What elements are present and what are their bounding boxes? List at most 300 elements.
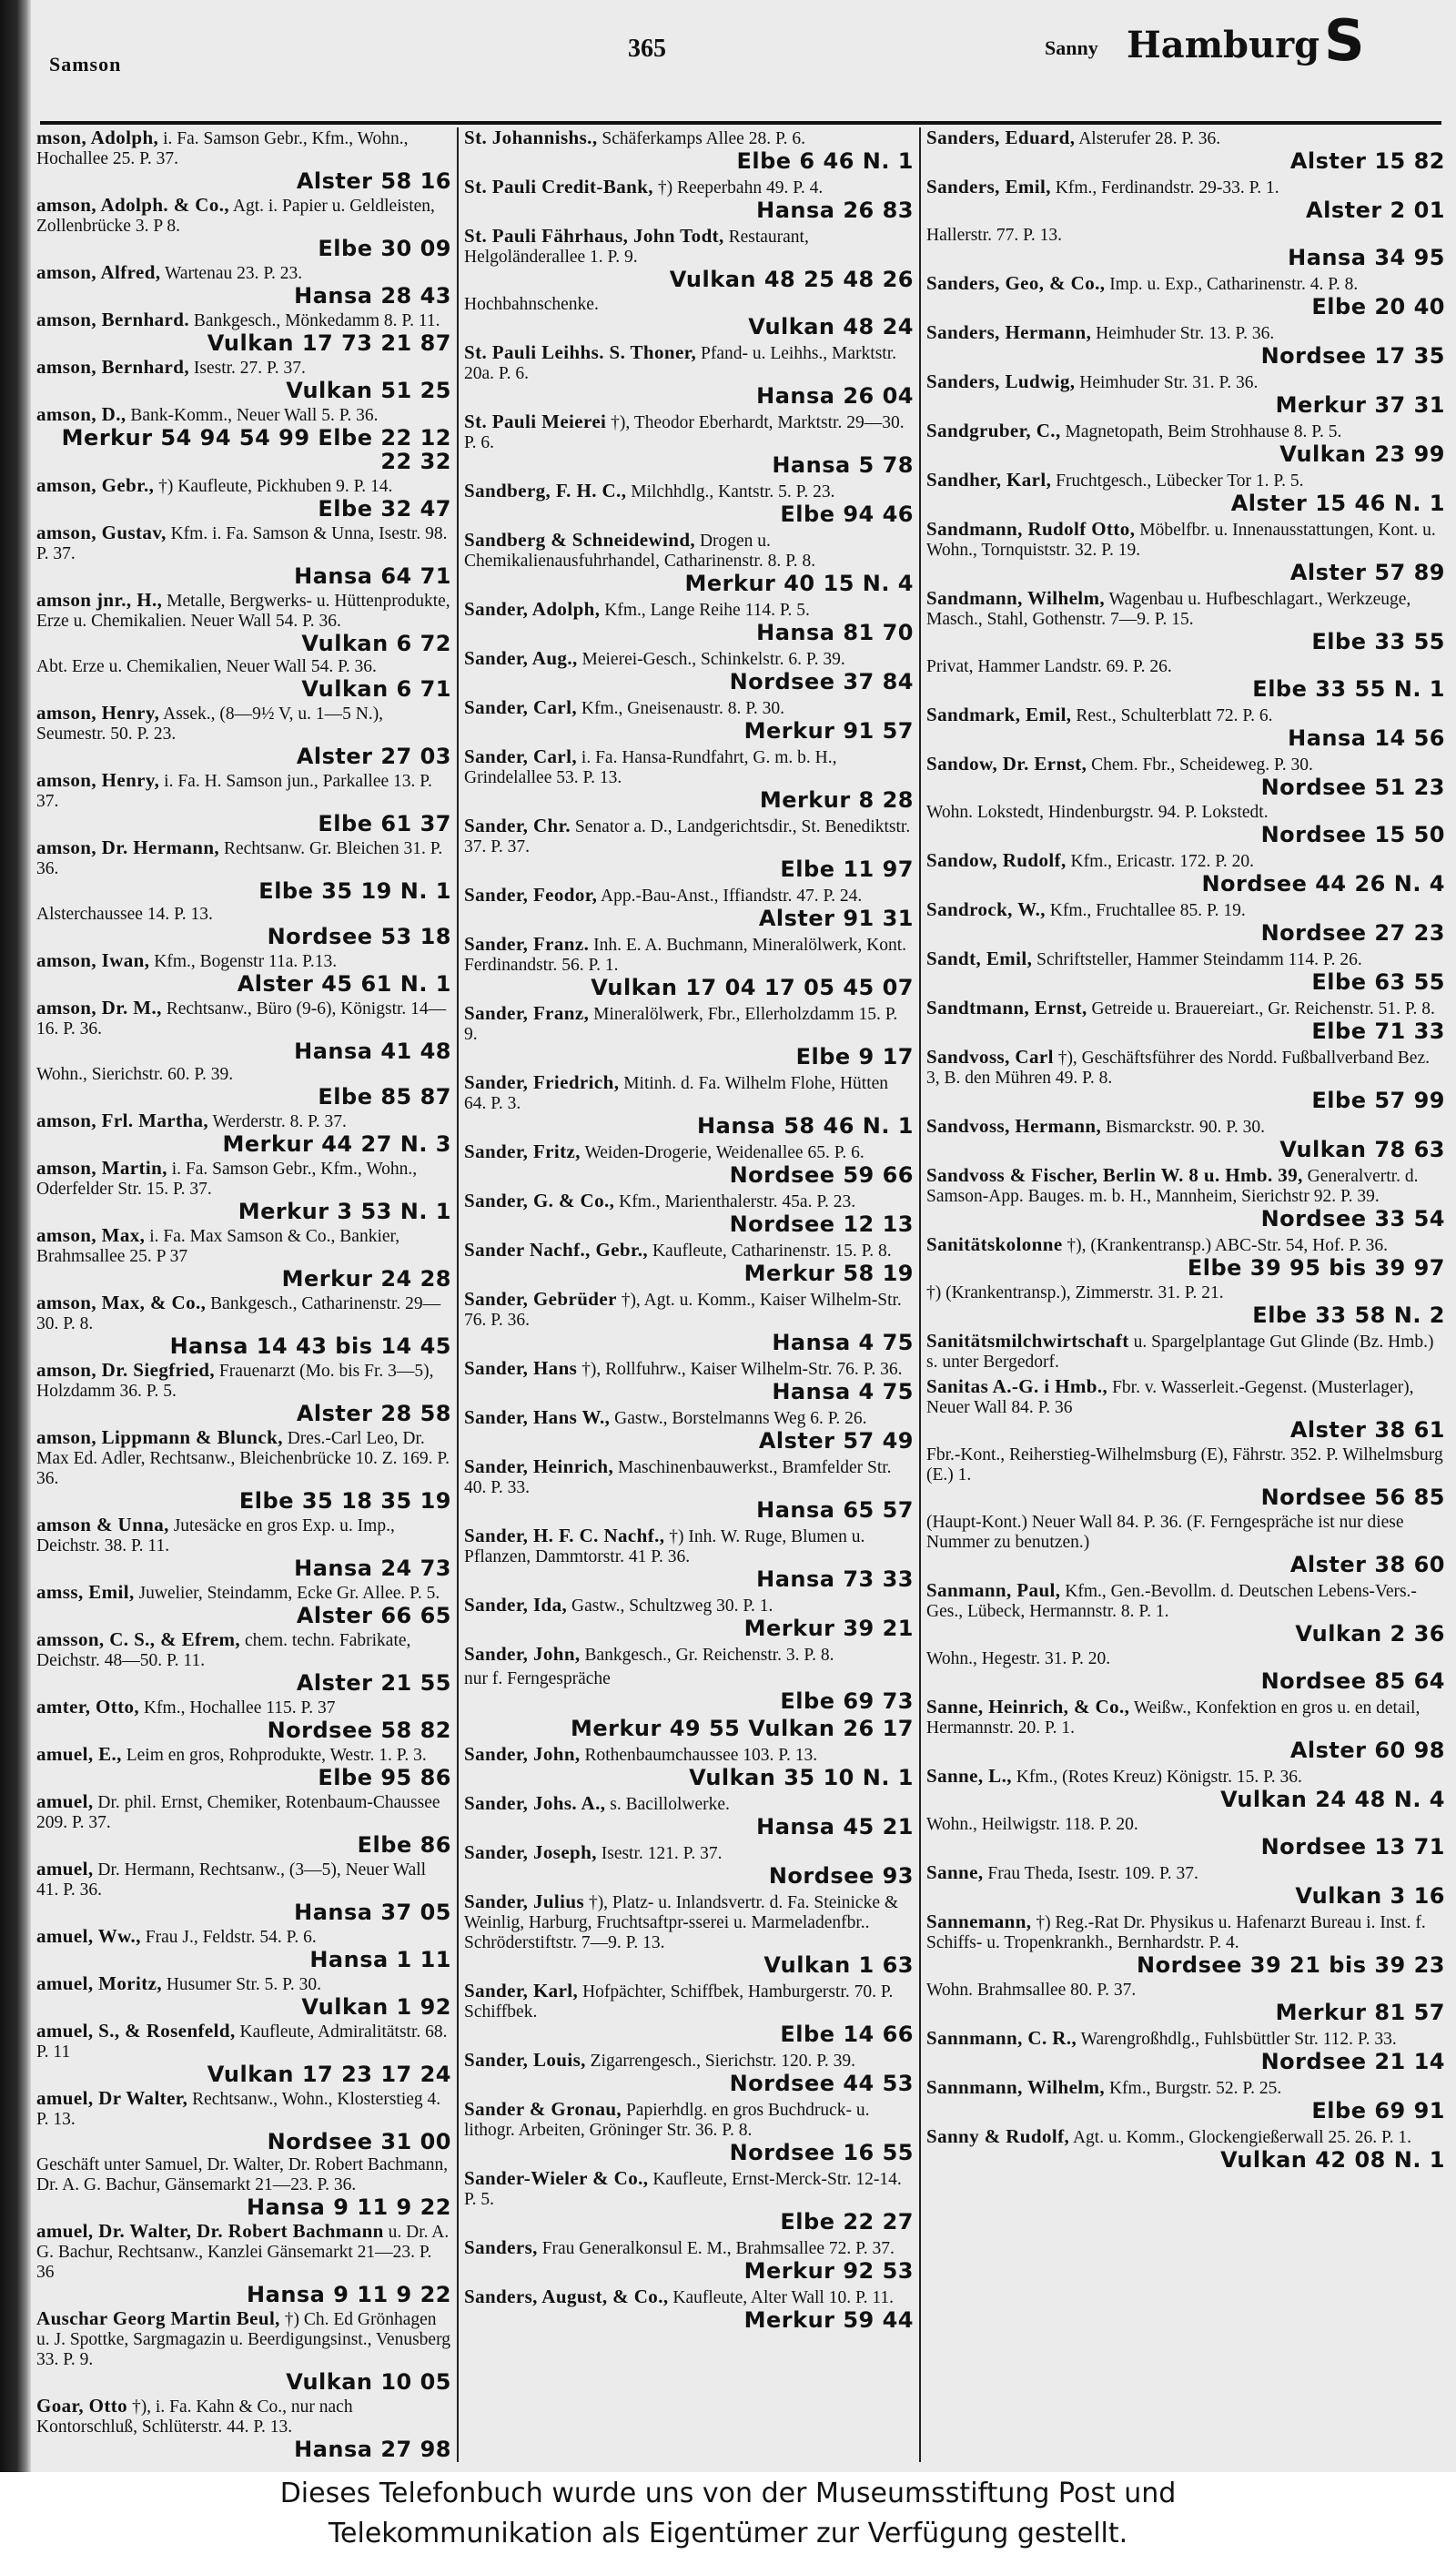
entry-name: Sander, Friedrich, <box>464 1071 620 1093</box>
entry-phone: Alster 45 61 N. 1 <box>237 971 451 997</box>
entry-phone: Nordsee 56 85 <box>1260 1485 1445 1510</box>
entry-name: Sander, Adolph, <box>464 598 601 620</box>
listing-entry <box>926 1766 1445 1811</box>
entry-name: Sandow, Dr. Ernst, <box>926 753 1087 775</box>
entry-phone: Hansa 28 43 <box>294 283 451 309</box>
listing-entry <box>926 1376 1445 1442</box>
listing-entry <box>926 850 1445 896</box>
entry-name: St. Johannishs., <box>464 127 598 148</box>
entry-name: Sanders, Ludwig, <box>926 370 1076 392</box>
entry-name: Sannmann, C. R., <box>926 2027 1077 2049</box>
listing-entry <box>464 1240 914 1285</box>
listing-entry <box>36 590 451 655</box>
entry-name: Sander, John, <box>464 1743 581 1765</box>
entry-phone: Elbe 35 18 35 19 <box>238 1488 451 1514</box>
entry-phone: Merkur 37 31 <box>1275 392 1445 418</box>
entry-details: Wagenbau u. Hufbeschlagart., Werkzeuge, Masch., Stahl, Gothenstr. 7—9. P. 15. <box>926 590 1411 629</box>
entry-name: Sandtmann, Ernst, <box>926 997 1087 1019</box>
entry-phone: Vulkan 48 25 48 26 <box>669 267 914 292</box>
entry-phone: Elbe 33 55 <box>1311 629 1445 654</box>
entry-name: amuel, Dr. Walter, Dr. Robert Bachmann <box>36 2220 384 2242</box>
listing-entry <box>926 1649 1445 1693</box>
entry-details: Frauenarzt (Mo. bis Fr. 3—5), Holzdamm 36. P. 5. <box>36 1362 434 1401</box>
entry-phone: Elbe 57 99 <box>1311 1088 1445 1113</box>
entry-details: Fbr. v. Wasserleit.-Gegenst. (Musterlager), Neuer Wall 84. P. 36 <box>926 1378 1414 1417</box>
entry-details: Mineralölwerk, Fbr., Ellerholzdamm 15. P. 9. <box>464 1005 898 1044</box>
entry-name: Sander, Louis, <box>464 2049 586 2071</box>
listing-entry <box>926 1116 1445 1161</box>
listing-entry <box>464 2237 914 2283</box>
listing-entry <box>926 1165 1445 1231</box>
entry-phone: Elbe 35 19 N. 1 <box>258 878 451 904</box>
entry-phone: Nordsee 21 14 <box>1260 2049 1445 2074</box>
entry-name: amson, Frl. Martha, <box>36 1110 208 1131</box>
entry-name: Sanitätsmilchwirtschaft <box>926 1330 1129 1352</box>
entry-details: Kaufleute, Alter Wall 10. P. 11. <box>672 2288 895 2307</box>
entry-name: Auschar Georg Martin Beul, <box>36 2307 280 2329</box>
entry-phone: Elbe 11 97 <box>780 856 914 882</box>
entry-phone: Elbe 22 27 <box>780 2209 914 2235</box>
listing-entry <box>926 588 1445 654</box>
entry-details: i. Fa. Max Samson & Co., Bankier, Brahmsallee 25. P 37 <box>36 1227 400 1266</box>
entry-name: amson, Alfred, <box>36 261 161 283</box>
entry-name: Sander, Franz, <box>464 1002 590 1024</box>
entry-phone: Hansa 1 11 <box>309 1947 451 1972</box>
listing-entry <box>36 1065 451 1109</box>
entry-details: Hochbahnschenke. <box>464 295 599 314</box>
listing-entry <box>926 1331 1445 1373</box>
entry-details: App.-Bau-Anst., Iffiandstr. 47. P. 24. <box>601 887 863 906</box>
page-number: 365 <box>628 35 666 63</box>
listing-entry <box>464 746 914 812</box>
entry-phone: Nordsee 37 84 <box>729 669 914 694</box>
listing-entry <box>464 1842 914 1888</box>
entry-details: Agt. i. Papier u. Geldleisten, Zollenbrücke 3. P 8. <box>36 197 435 236</box>
entry-phone: Vulkan 3 16 <box>1295 1883 1445 1909</box>
entry-name: Sanny & Rudolf, <box>926 2125 1070 2147</box>
entry-details: u. Spargelplantage Gut Glinde (Bz. Hmb.) s. unter Bergedorf. <box>926 1333 1434 1372</box>
listing-entry <box>926 273 1445 319</box>
entry-phone: Elbe 85 87 <box>318 1084 451 1110</box>
listing-entry <box>464 1525 914 1591</box>
listing-entry <box>464 885 914 930</box>
listing-entry <box>36 475 451 521</box>
listing-entry <box>36 1515 451 1580</box>
entry-details: Frau Generalkonsul E. M., Brahmsallee 72. P. 37. <box>541 2239 895 2258</box>
entry-details: Pfand- u. Leihhs., Marktstr. 20a. P. 6. <box>464 344 897 383</box>
entry-details: Privat, Hammer Landstr. 69. P. 26. <box>926 657 1172 676</box>
entry-details: Wohn. Brahmsallee 80. P. 37. <box>926 1981 1137 2000</box>
listing-entry <box>926 803 1445 846</box>
entry-name: amson, Lippmann & Blunck, <box>36 1426 283 1448</box>
entry-name: amson, Bernhard. <box>36 309 190 330</box>
entry-phone: Vulkan 42 08 N. 1 <box>1220 2147 1445 2173</box>
entry-name: Sander, Ida, <box>464 1594 568 1616</box>
entry-details: Imp. u. Exp., Catharinenstr. 4. P. 8. <box>1109 275 1359 294</box>
entry-name: Sander, Joseph, <box>464 1841 597 1863</box>
entry-phone: Nordsee 33 54 <box>1260 1206 1445 1231</box>
entry-phone: Nordsee 15 50 <box>1260 822 1445 847</box>
entry-name: St. Pauli Credit-Bank, <box>464 176 653 198</box>
footer-notice <box>0 2472 1456 2554</box>
entry-details: Isestr. 27. P. 37. <box>193 359 306 378</box>
listing-entry <box>36 522 451 588</box>
entry-phone: Merkur 59 44 <box>743 2307 914 2333</box>
entry-details: Assek., (8—9½ V, u. 1—5 N.), Seumestr. 50. P. 23. <box>36 704 384 744</box>
entry-details: Kaufleute, Ernst-Merck-Str. 12-14. P. 5. <box>464 2170 902 2209</box>
listing-entry <box>36 1859 451 1924</box>
entry-phone: Nordsee 58 82 <box>267 1718 451 1743</box>
footer-line-2: Telekommunikation als Eigentümer zur Verfügung gestellt. <box>328 2518 1128 2549</box>
listing-entry <box>464 1191 914 1236</box>
entry-details: Husumer Str. 5. P. 30. <box>166 1975 321 1994</box>
entry-phone: Elbe 39 95 bis 39 97 <box>1187 1255 1445 1281</box>
listing-entry <box>36 127 451 193</box>
listing-entry <box>464 1981 914 2046</box>
entry-details: †), i. Fa. Kahn & Co., nur nach Kontorschluß, Schlüterstr. 44. P. 13. <box>36 2397 353 2437</box>
entry-details: Schriftsteller, Hammer Steindamm 114. P. 26. <box>1036 950 1362 969</box>
entry-details: Getreide u. Brauereiart., Gr. Reichenstr. 51. P. 8. <box>1091 999 1435 1019</box>
listing-entry <box>36 1360 451 1425</box>
entry-details: Wohn., Sierichstr. 60. P. 39. <box>36 1065 234 1084</box>
entry-phone: Elbe 6 46 N. 1 <box>736 148 914 174</box>
listing-entry <box>36 2088 451 2154</box>
entry-phone: Nordsee 17 35 <box>1260 343 1445 369</box>
entry-name: amss, Emil, <box>36 1581 135 1603</box>
entry-phone: Vulkan 23 99 <box>1279 441 1445 467</box>
entry-phone: Elbe 14 66 <box>780 2022 914 2047</box>
entry-phone: Vulkan 24 48 N. 4 <box>1220 1787 1445 1812</box>
listing-column-2 <box>464 127 914 2458</box>
listing-entry <box>926 1862 1445 1908</box>
entry-name: Sander-Wieler & Co., <box>464 2167 649 2189</box>
listing-entry <box>464 1358 914 1404</box>
entry-name: Sander, Aug., <box>464 647 578 669</box>
entry-name: Sannmann, Wilhelm, <box>926 2076 1106 2098</box>
entry-name: Sanitas A.-G. i Hmb., <box>926 1375 1108 1397</box>
listing-entry <box>36 1744 451 1789</box>
entry-name: St. Pauli Leihhs. S. Thoner, <box>464 341 697 363</box>
entry-name: Sanders, August, & Co., <box>464 2285 669 2307</box>
entry-details: Kfm., Fruchtallee 85. P. 19. <box>1049 901 1246 920</box>
entry-name: Sanders, Hermann, <box>926 321 1092 343</box>
entry-details: Heimhuder Str. 13. P. 36. <box>1096 324 1275 343</box>
entry-phone: Hansa 65 57 <box>756 1497 914 1523</box>
entry-details: †) Kaufleute, Pickhuben 9. P. 14. <box>158 477 393 496</box>
entry-phone: Vulkan 17 73 21 87 <box>207 330 451 356</box>
entry-name: amson, Henry, <box>36 769 160 791</box>
listing-entry <box>926 1697 1445 1762</box>
listing-entry <box>464 481 914 526</box>
entry-phone: Alster 58 16 <box>296 168 451 194</box>
entry-phone: Nordsee 51 23 <box>1260 775 1445 800</box>
entry-details: Frau J., Feldstr. 54. P. 6. <box>145 1928 317 1947</box>
entry-phone: Merkur 24 28 <box>281 1266 451 1292</box>
entry-name: Sandmann, Wilhelm, <box>926 587 1106 609</box>
entry-phone: Vulkan 48 24 <box>748 314 914 340</box>
entry-phone: Alster 66 65 <box>296 1603 451 1628</box>
entry-name: Sanne, <box>926 1861 984 1883</box>
entry-phone: Alster 91 31 <box>758 906 914 931</box>
entry-name: amuel, <box>36 1858 94 1880</box>
listing-entry <box>464 697 914 743</box>
entry-phone: Vulkan 6 72 <box>301 631 451 656</box>
entry-phone: Nordsee 44 26 N. 4 <box>1201 871 1445 897</box>
entry-phone: Hansa 73 33 <box>756 1566 914 1592</box>
listing-entry <box>36 2021 451 2086</box>
listing-entry <box>464 1289 914 1354</box>
entry-details: nur f. Ferngespräche <box>464 1669 611 1688</box>
entry-name: Sander, Johs. A., <box>464 1792 606 1814</box>
listing-entry <box>926 322 1445 368</box>
entry-phone: Vulkan 35 10 N. 1 <box>689 1765 914 1790</box>
listing-entry <box>926 1283 1445 1327</box>
entry-name: amson jnr., H., <box>36 589 163 611</box>
listing-entry <box>926 2028 1445 2073</box>
entry-name: Sander, Feodor, <box>464 884 598 906</box>
entry-details: Gastw., Borstelmanns Weg 6. P. 26. <box>614 1409 867 1428</box>
entry-details: Kfm., Bogenstr 11a. P.13. <box>154 952 338 971</box>
entry-name: Sandberg, F. H. C., <box>464 480 627 502</box>
entry-phone: Nordsee 31 00 <box>267 2129 451 2154</box>
column-divider <box>919 127 921 2462</box>
entry-details: Geschäft unter Samuel, Dr. Walter, Dr. Robert Bachmann, Dr. A. G. Bachur, Gänsemarkt 21—23. P. 36. <box>36 2155 449 2194</box>
entry-details: Chem. Fbr., Scheideweg. P. 30. <box>1091 755 1313 775</box>
entry-details: †) Inh. W. Ruge, Blumen u. Pflanzen, Dammtorstr. 41 P. 36. <box>464 1527 865 1566</box>
entry-phone: Hansa 9 11 9 22 <box>247 2194 451 2220</box>
entry-phone: Hansa 34 95 <box>1288 245 1445 270</box>
listing-entry <box>926 226 1445 269</box>
listing-entry <box>926 1047 1445 1112</box>
entry-details: †), Geschäftsführer des Nordd. Fußballverband Bez. 3, B. den Mühren 49. P. 8. <box>926 1049 1430 1088</box>
entry-phone: Merkur 44 27 N. 3 <box>222 1131 451 1157</box>
listing-entry <box>926 754 1445 799</box>
entry-details: Jutesäcke en gros Exp. u. Imp., Deichstr. 38. P. 11. <box>36 1516 395 1556</box>
listing-entry <box>464 599 914 644</box>
listing-entry <box>464 1669 914 1713</box>
listing-entry <box>464 530 914 595</box>
entry-details: s. Bacillolwerke. <box>610 1795 730 1814</box>
footer-line-1: Dieses Telefonbuch wurde uns von der Museumsstiftung Post und <box>279 2478 1177 2509</box>
entry-details: Drogen u. Chemikalienausfuhrhandel, Catharinenstr. 8. P. 8. <box>464 532 816 571</box>
entry-phone: Merkur 81 57 <box>1275 2000 1445 2025</box>
entry-name: Sannemann, <box>926 1910 1032 1932</box>
entry-phone: Alster 27 03 <box>296 744 451 769</box>
entry-phone: Vulkan 1 92 <box>301 1994 451 2020</box>
entry-details: Maschinenbauwerkst., Bramfelder Str. 40. P. 33. <box>464 1458 892 1497</box>
entry-name: Sandvoss, Hermann, <box>926 1115 1102 1137</box>
listing-entry <box>464 1407 914 1453</box>
listing-column-3 <box>926 127 1445 2458</box>
entry-phone: Elbe 63 55 <box>1311 969 1445 995</box>
entry-details: Warengroßhdlg., Fuhlsbüttler Str. 112. P. 33. <box>1080 2030 1397 2049</box>
entry-phone: Vulkan 6 71 <box>301 676 451 702</box>
listing-entry <box>464 1891 914 1977</box>
entry-details: Hallerstr. 77. P. 13. <box>926 226 1062 245</box>
listing-column-1 <box>36 127 451 2458</box>
entry-details: Inh. E. A. Buchmann, Mineralölwerk, Kont. Ferdinandstr. 56. P. 1. <box>464 936 907 975</box>
entry-details: Bankgesch., Catharinenstr. 29—30. P. 8. <box>36 1294 441 1333</box>
entry-details: Kfm., Burgstr. 52. P. 25. <box>1108 2079 1282 2098</box>
entry-name: Sanders, Geo, & Co., <box>926 272 1106 294</box>
listing-entry <box>36 2396 451 2458</box>
listing-entry <box>464 1717 914 1740</box>
entry-name: amson, Bernhard, <box>36 356 190 378</box>
header-city: Hamburg <box>1127 24 1320 66</box>
listing-entry <box>464 1072 914 1138</box>
entry-details: Kfm., Gen.-Bevollm. d. Deutschen Lebens-Vers.-Ges., Lübeck, Hermannstr. 8. P. 1. <box>926 1582 1417 1621</box>
entry-phone: Elbe 32 47 <box>318 496 451 522</box>
entry-name: Sanders, Eduard, <box>926 127 1076 148</box>
entry-name: Sander, Gebrüder <box>464 1288 617 1310</box>
entry-details: i. Fa. Samson Gebr., Kfm., Wohn., Oderfelder Str. 15. P. 37. <box>36 1160 418 1199</box>
listing-entry <box>36 1697 451 1742</box>
entry-name: St. Pauli Meierei <box>464 410 607 432</box>
listing-entry <box>464 342 914 408</box>
listing-entry <box>36 1973 451 2019</box>
listing-entry <box>36 1582 451 1627</box>
entry-phone: Alster 15 82 <box>1289 148 1445 174</box>
listing-entry <box>464 1644 914 1666</box>
entry-name: Sander, Franz. <box>464 933 590 955</box>
listing-entry <box>926 657 1445 701</box>
entry-phone: Elbe 69 91 <box>1311 2098 1445 2123</box>
listing-entry <box>36 1110 451 1156</box>
entry-phone: Elbe 86 <box>357 1832 451 1858</box>
listing-entry <box>36 2155 451 2219</box>
entry-phone: Vulkan 78 63 <box>1279 1137 1445 1162</box>
listing-entry <box>464 648 914 694</box>
entry-name: amuel, <box>36 1790 94 1812</box>
entry-details: Bank-Komm., Neuer Wall 5. P. 36. <box>130 406 379 425</box>
listing-entry <box>926 899 1445 945</box>
entry-details: Kfm. i. Fa. Samson & Unna, Isestr. 98. P. 37. <box>36 524 448 563</box>
entry-name: Sander, G. & Co., <box>464 1190 615 1211</box>
entry-phone: Vulkan 17 23 17 24 <box>207 2062 451 2087</box>
entry-phone: Hansa 4 75 <box>772 1330 914 1355</box>
entry-phone: Vulkan 1 63 <box>763 1952 914 1978</box>
entry-details: i. Fa. Samson Gebr., Kfm., Wohn., Hochallee 25. P. 37. <box>36 129 409 168</box>
entry-name: Sander, John, <box>464 1643 581 1665</box>
entry-details: Fruchtgesch., Lübecker Tor 1. P. 5. <box>1056 471 1304 491</box>
entry-phone: Merkur 8 28 <box>759 787 914 813</box>
listing-entry <box>36 1158 451 1223</box>
entry-details: Kaufleute, Admiralitätstr. 68. P. 11 <box>36 2022 448 2062</box>
entry-phone: Hansa 81 70 <box>756 620 914 645</box>
entry-details: Weißw., Konfektion en gros u. en detail, Hermannstr. 20. P. 1. <box>926 1698 1421 1738</box>
listing-entry <box>926 1513 1445 1576</box>
entry-phone: Hansa 58 46 N. 1 <box>697 1113 914 1139</box>
entry-name: Sandher, Karl, <box>926 469 1052 491</box>
listing-entry <box>464 177 914 222</box>
listing-entry <box>36 1926 451 1971</box>
entry-name: Sandgruber, C., <box>926 420 1061 441</box>
listing-entry <box>36 2308 451 2394</box>
entry-name: amson, Martin, <box>36 1157 167 1179</box>
entry-phone: Alster 2 01 <box>1306 198 1445 223</box>
listing-entry <box>926 2077 1445 2123</box>
entry-details: Rechtsanw., Wohn., Klosterstieg 4. P. 13. <box>36 2090 441 2129</box>
entry-phone: Elbe 94 46 <box>780 502 914 527</box>
listing-entry <box>926 1445 1445 1509</box>
entry-phone: Elbe 20 40 <box>1311 294 1445 319</box>
listing-entry <box>36 1292 451 1358</box>
listing-entry <box>464 2050 914 2095</box>
entry-details: Wohn. Lokstedt, Hindenburgstr. 94. P. Lokstedt. <box>926 803 1269 822</box>
entry-phone: Elbe 33 55 N. 1 <box>1252 676 1445 702</box>
entry-phone: Merkur 40 15 N. 4 <box>684 571 914 596</box>
entry-details: Agt. u. Komm., Glockengießerwall 25. 26. P. 1. <box>1072 2128 1412 2147</box>
listing-entry <box>464 2099 914 2164</box>
entry-details: Fbr.-Kont., Reiherstieg-Wilhelmsburg (E), Fährstr. 352. P. Wilhelmsburg (E.) 1. <box>926 1445 1443 1485</box>
entry-details: Rechtsanw., Büro (9-6), Königstr. 14—16. P. 36. <box>36 999 447 1039</box>
entry-details: Rest., Schulterblatt 72. P. 6. <box>1076 706 1273 725</box>
entry-details: Senator a. D., Landgerichtsdir., St. Benediktstr. 37. P. 37. <box>464 817 911 856</box>
entry-details: Kfm., Gneisenaustr. 8. P. 30. <box>581 699 785 718</box>
entry-name: Sandvoss, Carl <box>926 1046 1054 1068</box>
entry-name: amson & Unna, <box>36 1514 169 1535</box>
entry-phone: Vulkan 17 04 17 05 45 07 <box>591 975 914 1000</box>
header-rule <box>40 121 1441 125</box>
entry-details: Bankgesch., Gr. Reichenstr. 3. P. 8. <box>584 1646 834 1665</box>
listing-entry <box>464 1141 914 1187</box>
entry-name: amson, Max, & Co., <box>36 1292 207 1313</box>
listing-entry <box>464 226 914 291</box>
entry-phone: Hansa 45 21 <box>756 1814 914 1839</box>
entry-phone: Alster 38 61 <box>1289 1417 1445 1443</box>
book-binding-shadow <box>0 0 31 2472</box>
entry-details: Isestr. 121. P. 37. <box>601 1844 723 1863</box>
listing-entry <box>36 404 451 473</box>
entry-details: Leim en gros, Rohprodukte, Westr. 1. P. 3. <box>126 1746 427 1765</box>
entry-phone: Merkur 3 53 N. 1 <box>238 1199 451 1224</box>
entry-details: Schäferkamps Allee 28. P. 6. <box>602 129 806 148</box>
listing-entry <box>464 2286 914 2332</box>
listing-entry <box>926 1911 1445 1977</box>
listing-entry <box>926 421 1445 466</box>
entry-details: †) Reg.-Rat Dr. Physikus u. Hafenarzt Bureau i. Inst. f. Schiffs- u. Tropenkrankh., Bernhardstr. P. 4. <box>926 1913 1426 1952</box>
listing-entry <box>464 1744 914 1789</box>
entry-details: Wohn., Heilwigstr. 118. P. 20. <box>926 1815 1138 1834</box>
entry-details: Kfm., (Rotes Kreuz) Königstr. 15. P. 36. <box>1016 1768 1302 1787</box>
entry-phone: Merkur 58 19 <box>743 1261 914 1286</box>
entry-phone: Hansa 26 04 <box>756 383 914 409</box>
listing-entry <box>926 2126 1445 2172</box>
entry-name: Sandmark, Emil, <box>926 704 1072 725</box>
entry-name: St. Pauli Fährhaus, John Todt, <box>464 225 724 247</box>
listing-entry <box>36 2221 451 2306</box>
entry-phone: Hansa 4 75 <box>772 1379 914 1404</box>
entry-phone: Merkur 92 53 <box>743 2258 914 2284</box>
entry-name: Sander, Heinrich, <box>464 1455 614 1477</box>
listing-entry <box>36 195 451 260</box>
entry-name: Sandberg & Schneidewind, <box>464 529 696 551</box>
entry-name: Sander & Gronau, <box>464 2098 622 2120</box>
listing-entry <box>464 2168 914 2234</box>
entry-phone: Nordsee 53 18 <box>267 924 451 949</box>
entry-name: Sander, Chr. <box>464 815 571 836</box>
listing-entry <box>36 1225 451 1291</box>
entry-details: †), Theodor Eberhardt, Marktstr. 29—30. P. 6. <box>464 413 905 452</box>
entry-details: Kfm., Lange Reihe 114. P. 5. <box>604 601 810 620</box>
entry-phone: Vulkan 2 36 <box>1295 1621 1445 1647</box>
entry-details: †), Agt. u. Komm., Kaiser Wilhelm-Str. 76. P. 36. <box>464 1291 902 1330</box>
listing-entry <box>926 519 1445 584</box>
entry-details: Rechtsanw. Gr. Bleichen 31. P. 36. <box>36 839 443 878</box>
column-divider <box>457 127 459 2462</box>
entry-name: Sander, Julius <box>464 1890 585 1912</box>
entry-phone: Elbe 9 17 <box>795 1044 914 1069</box>
